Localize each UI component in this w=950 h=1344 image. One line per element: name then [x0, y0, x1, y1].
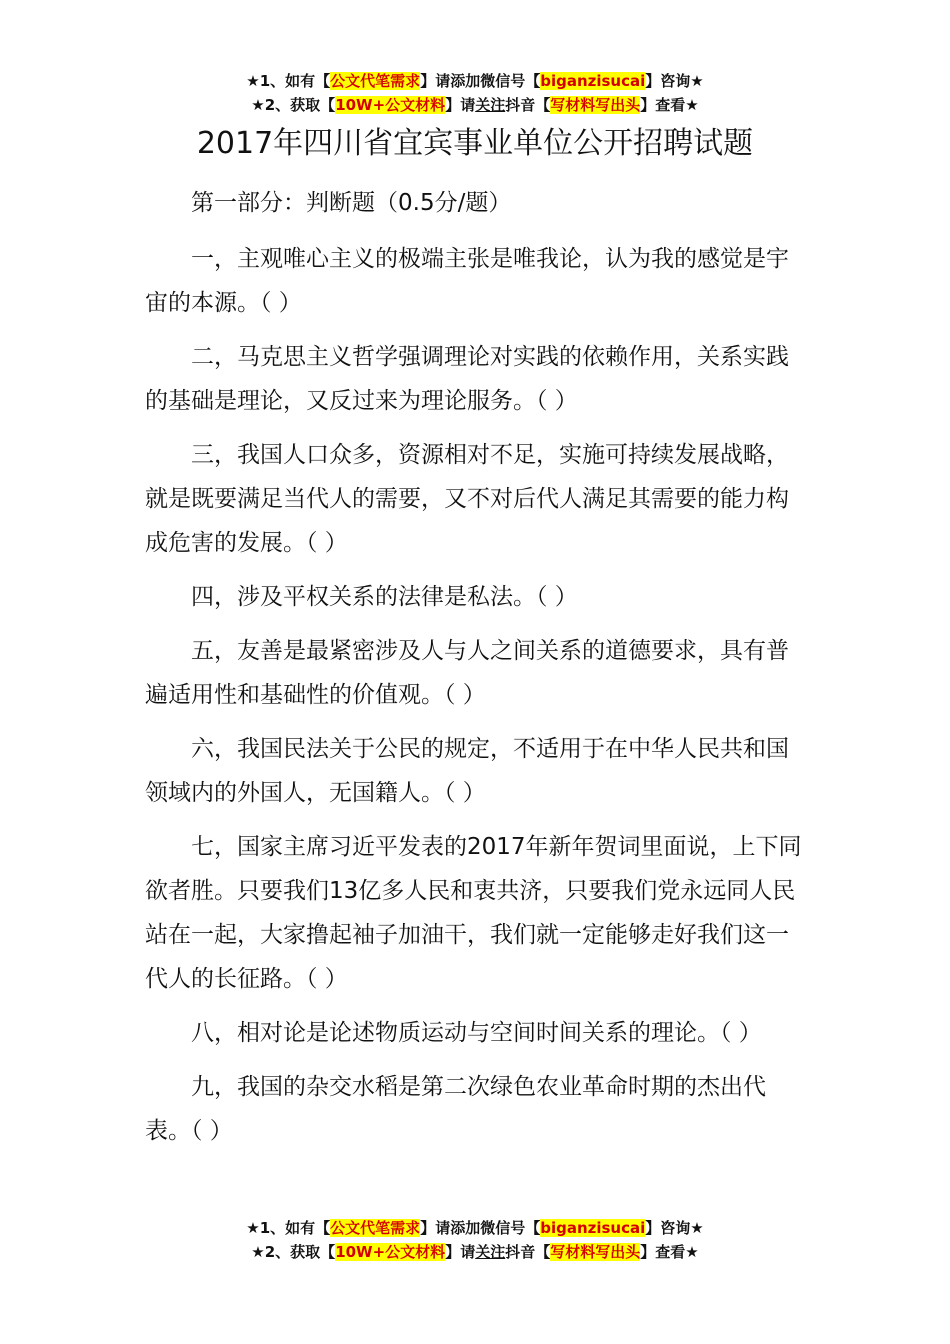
banner-line-1: ★1、如有【公文代笔需求】请添加微信号【biganzisucai】咨询★	[246, 72, 704, 90]
page-title: 2017年四川省宜宾事业单位公开招聘试题	[196, 126, 754, 161]
highlight-wechat-id: biganzisucai	[540, 72, 646, 90]
question-item: 三，我国人口众多，资源相对不足，实施可持续发展战略，就是既要满足当代人的需要，又不对后代人满足其需要的能力构成危害的发展。（ ）	[145, 442, 789, 556]
highlight-douyin: 写材料写出头	[550, 96, 641, 114]
banner-line-2: ★2、获取【10W+公文材料】请关注抖音【写材料写出头】查看★	[251, 1243, 699, 1261]
footer-banner	[0, 1216, 950, 1264]
question-item: 七，国家主席习近平发表的2017年新年贺词里面说，上下同欲者胜。只要我们13亿多人民和衷共济，只要我们党永远同人民站在一起，大家撸起袖子加油干，我们就一定能够走好我们这一代人的长征路。（ ）	[145, 834, 802, 992]
question-item: 四，涉及平权关系的法律是私法。（ ）	[191, 584, 578, 610]
highlight-materials: 10W+公文材料	[335, 1243, 446, 1261]
banner-line-1: ★1、如有【公文代笔需求】请添加微信号【biganzisucai】咨询★	[246, 1219, 704, 1237]
highlight-service: 公文代笔需求	[330, 1219, 421, 1237]
document-body	[145, 181, 810, 1163]
question-item: 八，相对论是论述物质运动与空间时间关系的理论。（ ）	[191, 1020, 762, 1046]
highlight-service: 公文代笔需求	[330, 72, 421, 90]
section-heading: 第一部分：判断题（0.5分/题）	[191, 190, 512, 216]
question-item: 一，主观唯心主义的极端主张是唯我论，认为我的感觉是宇宙的本源。（ ）	[145, 246, 789, 316]
highlight-douyin: 写材料写出头	[550, 1243, 641, 1261]
question-item: 六，我国民法关于公民的规定，不适用于在中华人民共和国领域内的外国人，无国籍人。（ ）	[145, 736, 789, 806]
highlight-materials: 10W+公文材料	[335, 96, 446, 114]
question-item: 二，马克思主义哲学强调理论对实践的依赖作用，关系实践的基础是理论，又反过来为理论服务。（ ）	[145, 344, 789, 414]
header-banner	[0, 69, 950, 117]
question-item: 九，我国的杂交水稻是第二次绿色农业革命时期的杰出代表。（ ）	[145, 1074, 766, 1144]
banner-line-2: ★2、获取【10W+公文材料】请关注抖音【写材料写出头】查看★	[251, 96, 699, 114]
question-item: 五，友善是最紧密涉及人与人之间关系的道德要求，具有普遍适用性和基础性的价值观。（ ）	[145, 638, 789, 708]
highlight-wechat-id: biganzisucai	[540, 1219, 646, 1237]
